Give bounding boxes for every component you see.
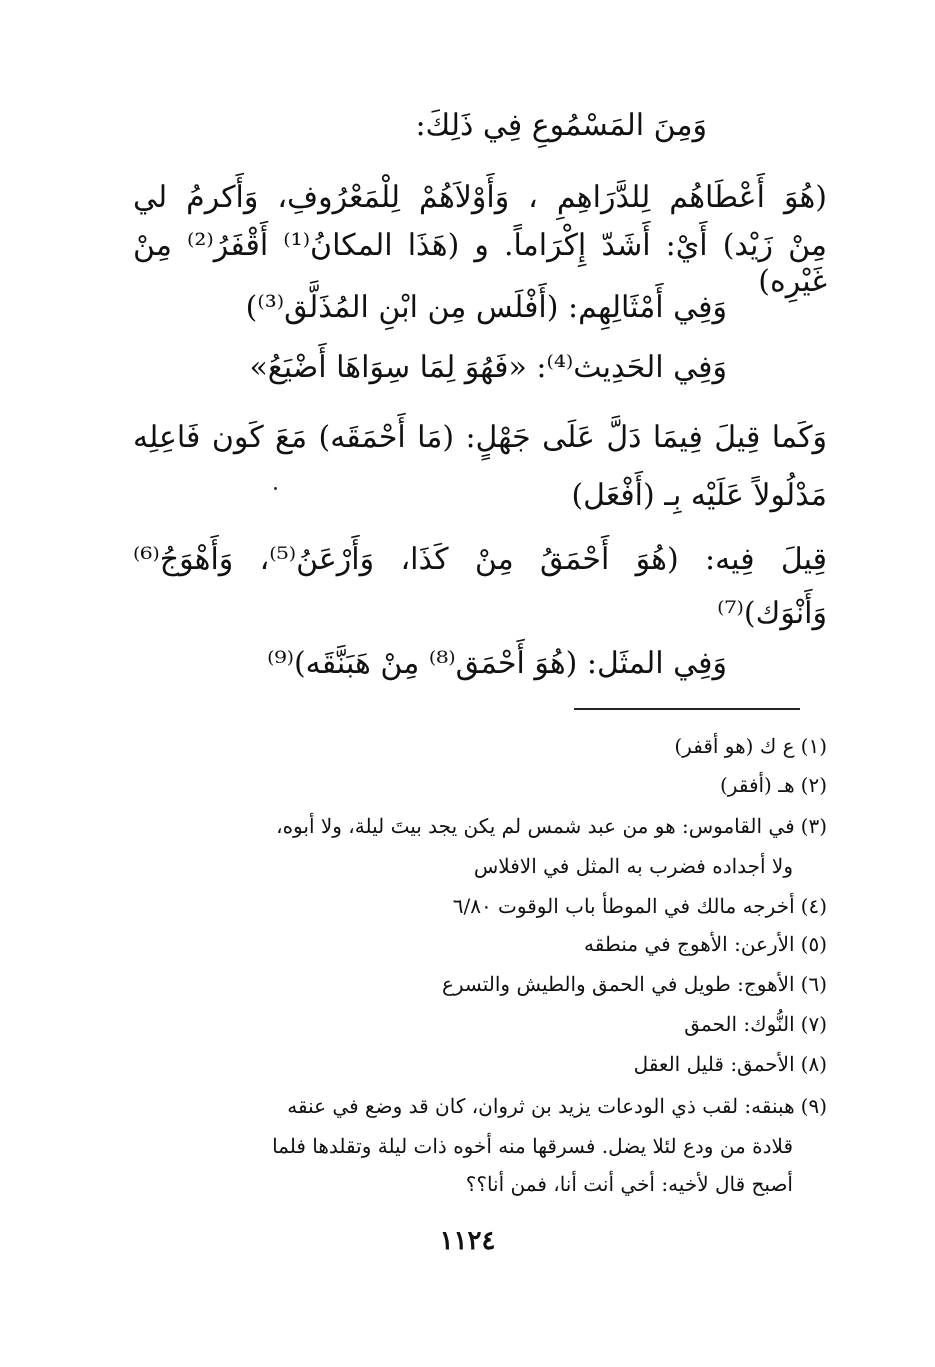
- footnote-7: [684, 1012, 827, 1037]
- footnote-separator: [574, 708, 800, 710]
- footnote-3: [276, 814, 827, 839]
- page-number: ١١٢٤: [439, 1226, 496, 1256]
- footnote-9-continuation-2: [466, 1172, 793, 1197]
- body-line-6: وَكَما قِيلَ فِيمَا دَلَّ عَلَى جَهْلٍ: (مَا أَحْمَقَه) مَعَ كَون فَاعِلِه: [133, 420, 827, 455]
- footnote-text: ولا أجداده فضرب به المثل في الافلاس: [473, 854, 793, 878]
- footnote-8: [634, 1052, 827, 1077]
- footnote-text: هـ (أفقر): [719, 773, 795, 797]
- footnote-number: (٢): [800, 773, 827, 797]
- body-line-10: وَفِي المثَل: (هُوَ أَحْمَق⁽⁸⁾ مِنْ هَبَنَّقَه)⁽⁹⁾: [267, 646, 727, 681]
- footnote-text: في القاموس: هو من عبد شمس لم يكن يجد بيتَ ليلة، ولا أبوه،: [276, 814, 795, 838]
- footnote-number: (٥): [800, 932, 827, 956]
- body-line-4: وَفِي أَمْثَالِهِم: (أَفْلَس مِن ابْنِ المُذَلَّق⁽³⁾): [245, 290, 727, 325]
- footnote-text: الأهوج: طويل في الحمق والطيش والتسرع: [441, 972, 795, 996]
- footnote-2: [720, 773, 827, 798]
- body-line-2: (هُوَ أَعْطَاهُم لِلدَّرَاهِمِ ، وَأَوْلاَهُمْ لِلْمَعْرُوفِ، وَأَكرمُ لي: [133, 180, 827, 215]
- footnote-number: (٨): [800, 1052, 827, 1076]
- footnote-6: [442, 972, 827, 997]
- footnote-text: الأحمق: قليل العقل: [633, 1052, 795, 1076]
- footnote-3-continuation: [474, 854, 793, 879]
- footnote-text: النُّوك: الحمق: [684, 1012, 795, 1036]
- footnote-text: ع ك (هو أقفر): [674, 734, 795, 758]
- footnote-number: (٦): [800, 972, 827, 996]
- footnote-4: [453, 894, 827, 919]
- footnote-text: قلادة من ودع لئلا يضل. فسرقها منه أخوه ذات ليلة وتقلدها فلما: [272, 1134, 793, 1158]
- footnote-text: هبنقه: لقب ذي الودعات يزيد بن ثروان، كان قد وضع في عنقه: [287, 1094, 795, 1118]
- footnote-number: (٤): [800, 894, 827, 918]
- print-speck: [274, 487, 277, 490]
- body-line-5: وَفِي الحَدِيث⁽⁴⁾: «فَهُوَ لِمَا سِوَاهَا أَضْيَعُ»: [249, 350, 727, 385]
- footnote-text: الأرعن: الأهوج في منطقه: [584, 932, 795, 956]
- body-line-8: قِيلَ فِيه: (هُوَ أَحْمَقُ مِنْ كَذَا، وَأَرْعَنُ⁽⁵⁾، وَأَهْوَجُ⁽⁶⁾: [133, 542, 827, 577]
- body-line-9: وَأَنْوَك)⁽⁷⁾: [717, 596, 827, 631]
- footnote-9: [287, 1094, 827, 1119]
- footnote-number: (٣): [800, 814, 827, 838]
- footnote-number: (١): [800, 734, 827, 758]
- footnote-1: [674, 734, 827, 759]
- footnote-5: [584, 932, 827, 957]
- footnote-text: أخرجه مالك في الموطأ باب الوقوت ٦/٨٠: [452, 894, 795, 918]
- body-line-1: وَمِنَ المَسْمُوعِ فِي ذَلِكَ:: [415, 108, 707, 143]
- footnote-number: (٩): [800, 1094, 827, 1118]
- footnote-number: (٧): [800, 1012, 827, 1036]
- footnote-text: أصبح قال لأخيه: أخي أنت أنا، فمن أنا؟؟: [465, 1172, 793, 1196]
- body-line-3: مِنْ زَيْد) أَيْ: أَشَدّ إِكْرَاماً. و (هَذَا المكانُ⁽¹⁾ أَقْفَرُ⁽²⁾ مِنْ غَيْرِه): [133, 228, 827, 299]
- footnote-9-continuation-1: [272, 1134, 793, 1159]
- body-line-7: مَدْلُولاً عَلَيْه بِـ (أَفْعَل): [571, 478, 827, 513]
